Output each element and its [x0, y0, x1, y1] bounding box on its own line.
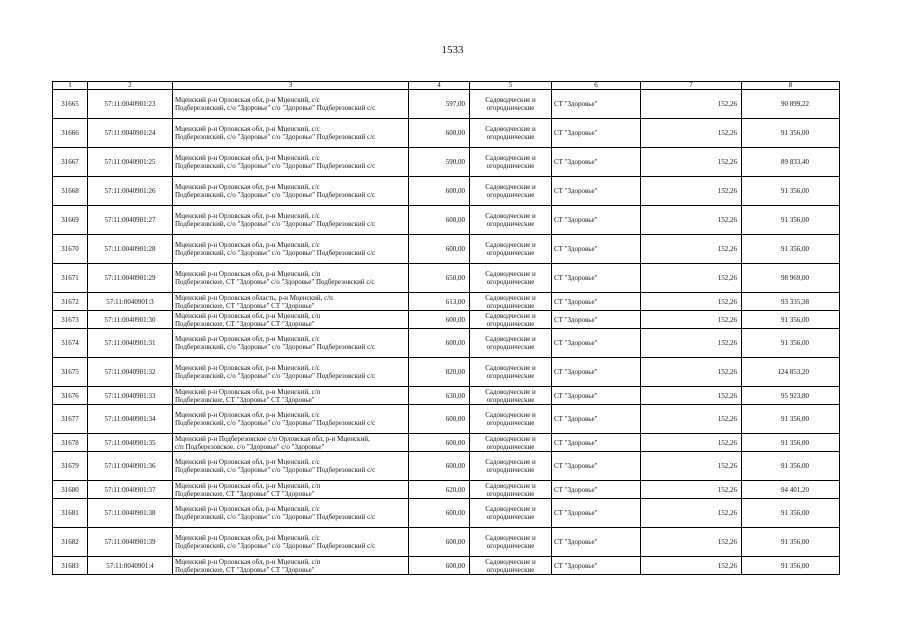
land-use-line: огороднические — [486, 343, 535, 351]
land-use-cell — [470, 311, 552, 329]
address-cell — [173, 528, 409, 557]
address-line: Подберезовский, с/о "Здоровье" с/о "Здоровье" Подберезовский с/с — [175, 513, 376, 521]
cadastral-number-cell: 57:11:0040901:25 — [88, 148, 173, 177]
row-number-cell: 31675 — [53, 358, 88, 387]
land-use-line: Садоводческие и — [485, 411, 536, 419]
land-use-line: Садоводческие и — [485, 335, 536, 343]
unit-price-cell: 152,26 — [641, 405, 742, 434]
address-cell — [173, 405, 409, 434]
column-header: 6 — [552, 82, 641, 90]
cadastral-number-cell: 57:11:0040901:32 — [88, 358, 173, 387]
table-row — [53, 90, 840, 119]
unit-price-cell: 152,26 — [641, 206, 742, 235]
cadastral-number-cell: 57:11:0040901:33 — [88, 387, 173, 405]
row-number-cell: 31676 — [53, 387, 88, 405]
address-line: Подберезовский, с/о "Здоровье" с/о "Здоровье" Подберезовский с/с — [175, 104, 376, 112]
unit-price-cell: 152,26 — [641, 311, 742, 329]
address-cell — [173, 499, 409, 528]
land-use-cell — [470, 387, 552, 405]
address-cell — [173, 557, 409, 575]
land-use-line: огороднические — [486, 372, 535, 380]
unit-price-cell: 152,26 — [641, 235, 742, 264]
land-use-cell — [470, 119, 552, 148]
area-cell: 600,00 — [409, 528, 470, 557]
address-line: Мценский р-н Орловская обл, р-н Мценский, с/с — [175, 364, 320, 372]
unit-price-cell: 152,26 — [641, 358, 742, 387]
land-use-line: огороднические — [486, 565, 535, 574]
address-cell — [173, 452, 409, 481]
table-row — [53, 358, 840, 387]
cadastral-value-cell: 89 833,40 — [742, 148, 840, 177]
column-header: 3 — [173, 82, 409, 90]
address-cell — [173, 311, 409, 329]
address-line: Подберезовский, с/о "Здоровье" с/о "Здоровье" Подберезовский с/с — [175, 372, 376, 380]
row-number-cell: 31680 — [53, 481, 88, 499]
land-use-line: Садоводческие и — [485, 183, 536, 191]
table-row — [53, 557, 840, 575]
unit-price-cell: 152,26 — [641, 452, 742, 481]
land-use-cell — [470, 206, 552, 235]
address-line: Подберезовский, с/о "Здоровье" с/о "Здоровье" Подберезовский с/с — [175, 466, 376, 474]
organization-cell: СТ "Здоровье" — [552, 206, 641, 235]
cadastral-value-cell: 91 356,00 — [742, 235, 840, 264]
cadastral-number-cell: 57:11:0040901:23 — [88, 90, 173, 119]
row-number-cell: 31669 — [53, 206, 88, 235]
organization-cell: СТ "Здоровье" — [552, 452, 641, 481]
row-number-cell: 31682 — [53, 528, 88, 557]
unit-price-cell: 152,26 — [641, 481, 742, 499]
organization-cell: СТ "Здоровье" — [552, 528, 641, 557]
area-cell: 600,00 — [409, 311, 470, 329]
address-line: Подберезовское, СТ "Здоровье" СТ "Здоровье" — [175, 489, 315, 498]
land-use-line: Садоводческие и — [485, 481, 536, 490]
address-line: Мценский р-н Орловская обл, р-н Мценский, с/п — [175, 311, 321, 320]
land-use-line: Садоводческие и — [485, 270, 536, 278]
cadastral-number-cell: 57:11:0040901:3 — [88, 293, 173, 311]
address-line: Мценский р-н Орловская обл, р-н Мценский, с/с — [175, 411, 320, 419]
land-use-line: Садоводческие и — [485, 311, 536, 320]
address-line: Мценский р-н Орловская обл, р-н Мценский, с/с — [175, 125, 320, 133]
area-cell: 600,00 — [409, 434, 470, 452]
land-use-line: огороднические — [486, 489, 535, 498]
land-use-cell — [470, 293, 552, 311]
organization-cell: СТ "Здоровье" — [552, 481, 641, 499]
organization-cell: СТ "Здоровье" — [552, 434, 641, 452]
cadastral-value-cell: 91 356,00 — [742, 329, 840, 358]
address-cell — [173, 329, 409, 358]
column-header: 7 — [641, 82, 742, 90]
organization-cell: СТ "Здоровье" — [552, 148, 641, 177]
address-line: Подберезовский, с/о "Здоровье" с/о "Здоровье" Подберезовский с/с — [175, 133, 376, 141]
cadastral-number-cell: 57:11:0040901:30 — [88, 311, 173, 329]
land-use-cell — [470, 452, 552, 481]
address-line: Мценский р-н Орловская обл, р-н Мценский, с/п — [175, 557, 321, 566]
land-use-line: огороднические — [486, 278, 535, 286]
land-registry-table — [52, 81, 840, 575]
land-use-line: огороднические — [486, 249, 535, 257]
area-cell: 620,00 — [409, 481, 470, 499]
organization-cell: СТ "Здоровье" — [552, 557, 641, 575]
land-use-line: огороднические — [486, 162, 535, 170]
organization-cell: СТ "Здоровье" — [552, 177, 641, 206]
address-line: Мценский р-н Орловская обл, р-н Мценский, с/с — [175, 335, 320, 343]
organization-cell: СТ "Здоровье" — [552, 311, 641, 329]
area-cell: 600,00 — [409, 329, 470, 358]
cadastral-value-cell: 91 356,00 — [742, 311, 840, 329]
table-row — [53, 405, 840, 434]
land-use-line: Садоводческие и — [485, 364, 536, 372]
row-number-cell: 31672 — [53, 293, 88, 311]
table-row — [53, 148, 840, 177]
address-line: Подберезовский, с/о "Здоровье" с/о "Здоровье" Подберезовский с/с — [175, 542, 376, 550]
cadastral-value-cell: 91 356,00 — [742, 119, 840, 148]
unit-price-cell: 152,26 — [641, 293, 742, 311]
cadastral-value-cell: 93 335,38 — [742, 293, 840, 311]
column-header: 2 — [88, 82, 173, 90]
address-line: Подберезовское, СТ "Здоровье" СТ "Здоровье" — [175, 395, 315, 404]
row-number-cell: 31674 — [53, 329, 88, 358]
address-line: Подберезовский, с/о "Здоровье" с/о "Здоровье" Подберезовский с/с — [175, 419, 376, 427]
address-cell — [173, 148, 409, 177]
table-row — [53, 452, 840, 481]
land-use-line: Садоводческие и — [485, 557, 536, 566]
cadastral-number-cell: 57:11:0040901:38 — [88, 499, 173, 528]
organization-cell: СТ "Здоровье" — [552, 264, 641, 293]
address-cell — [173, 434, 409, 452]
row-number-cell: 31681 — [53, 499, 88, 528]
address-cell — [173, 264, 409, 293]
table-row — [53, 311, 840, 329]
address-line: Подберезовское, СТ "Здоровье" СТ "Здоровье" — [175, 319, 315, 328]
land-use-line: огороднические — [486, 542, 535, 550]
table-row — [53, 177, 840, 206]
land-use-cell — [470, 481, 552, 499]
unit-price-cell: 152,26 — [641, 499, 742, 528]
unit-price-cell: 152,26 — [641, 528, 742, 557]
address-line: Подберезовский, с/о "Здоровье" с/о "Здоровье" Подберезовский с/с — [175, 220, 376, 228]
row-number-cell: 31683 — [53, 557, 88, 575]
land-use-line: Садоводческие и — [485, 505, 536, 513]
address-line: Мценский р-н Орловская обл, р-н Мценский, с/с — [175, 154, 320, 162]
address-line: Мценский р-н Орловская обл, р-н Мценский, с/п — [175, 481, 321, 490]
organization-cell: СТ "Здоровье" — [552, 387, 641, 405]
land-use-line: огороднические — [486, 220, 535, 228]
cadastral-number-cell: 57:11:0040901:39 — [88, 528, 173, 557]
cadastral-value-cell: 94 401,20 — [742, 481, 840, 499]
organization-cell: СТ "Здоровье" — [552, 329, 641, 358]
row-number-cell: 31666 — [53, 119, 88, 148]
land-use-line: Садоводческие и — [485, 96, 536, 104]
table-row — [53, 119, 840, 148]
address-line: Мценский р-н Орловская обл, р-н Мценский, с/с — [175, 212, 320, 220]
area-cell: 590,00 — [409, 148, 470, 177]
row-number-cell: 31665 — [53, 90, 88, 119]
address-cell — [173, 206, 409, 235]
land-use-cell — [470, 329, 552, 358]
land-use-line: огороднические — [486, 104, 535, 112]
cadastral-number-cell: 57:11:0040901:35 — [88, 434, 173, 452]
land-use-cell — [470, 264, 552, 293]
land-use-line: Садоводческие и — [485, 154, 536, 162]
cadastral-number-cell: 57:11:0040901:24 — [88, 119, 173, 148]
cadastral-number-cell: 57:11:0040901:34 — [88, 405, 173, 434]
address-cell — [173, 90, 409, 119]
area-cell: 613,00 — [409, 293, 470, 311]
area-cell: 597,00 — [409, 90, 470, 119]
cadastral-number-cell: 57:11:0040901:4 — [88, 557, 173, 575]
unit-price-cell: 152,26 — [641, 329, 742, 358]
column-header: 1 — [53, 82, 88, 90]
cadastral-value-cell: 91 356,00 — [742, 405, 840, 434]
address-cell — [173, 358, 409, 387]
row-number-cell: 31679 — [53, 452, 88, 481]
address-line: Подберезовское, СТ "Здоровье" СТ "Здоровье" — [175, 301, 315, 310]
address-cell — [173, 293, 409, 311]
row-number-cell: 31678 — [53, 434, 88, 452]
column-header: 5 — [470, 82, 552, 90]
land-use-line: огороднические — [486, 513, 535, 521]
area-cell: 600,00 — [409, 235, 470, 264]
unit-price-cell: 152,26 — [641, 148, 742, 177]
cadastral-number-cell: 57:11:0040901:37 — [88, 481, 173, 499]
address-cell — [173, 177, 409, 206]
area-cell: 650,00 — [409, 264, 470, 293]
cadastral-value-cell: 91 356,00 — [742, 528, 840, 557]
column-header: 4 — [409, 82, 470, 90]
area-cell: 600,00 — [409, 499, 470, 528]
cadastral-number-cell: 57:11:0040901:29 — [88, 264, 173, 293]
page-number: 1533 — [441, 44, 464, 56]
address-line: Подберезовский, с/о "Здоровье" с/о "Здоровье" Подберезовский с/с — [175, 343, 376, 351]
row-number-cell: 31677 — [53, 405, 88, 434]
table-body — [53, 90, 840, 575]
address-line: Подберезовский, с/о "Здоровье" с/о "Здоровье" Подберезовский с/с — [175, 162, 376, 170]
table-row — [53, 235, 840, 264]
address-line: Мценский р-н Орловская обл, р-н Мценский, с/с — [175, 96, 320, 104]
organization-cell: СТ "Здоровье" — [552, 358, 641, 387]
land-use-line: огороднические — [486, 395, 535, 404]
table-row — [53, 329, 840, 358]
land-use-line: Садоводческие и — [485, 293, 536, 302]
land-use-line: Садоводческие и — [485, 212, 536, 220]
address-line: Мценский р-н Орловская обл, р-н Мценский, с/п — [175, 270, 321, 278]
land-use-line: Садоводческие и — [485, 241, 536, 249]
row-number-cell: 31667 — [53, 148, 88, 177]
unit-price-cell: 152,26 — [641, 90, 742, 119]
unit-price-cell: 152,26 — [641, 119, 742, 148]
organization-cell: СТ "Здоровье" — [552, 90, 641, 119]
land-use-line: Садоводческие и — [485, 458, 536, 466]
address-line: Мценский р-н Орловская обл, р-н Мценский, с/с — [175, 458, 320, 466]
land-use-line: огороднические — [486, 191, 535, 199]
area-cell: 600,00 — [409, 206, 470, 235]
land-use-cell — [470, 148, 552, 177]
land-use-line: огороднические — [486, 442, 535, 451]
address-line: Мценский р-н Орловская обл, р-н Мценский, с/с — [175, 534, 320, 542]
address-line: Мценский р-н Орловская обл, р-н Мценский, с/с — [175, 183, 320, 191]
organization-cell: СТ "Здоровье" — [552, 499, 641, 528]
area-cell: 600,00 — [409, 177, 470, 206]
cadastral-value-cell: 91 356,00 — [742, 452, 840, 481]
area-cell: 600,00 — [409, 557, 470, 575]
area-cell: 630,00 — [409, 387, 470, 405]
address-line: Подберезовский, с/о "Здоровье" с/о "Здоровье" Подберезовский с/с — [175, 191, 376, 199]
organization-cell: СТ "Здоровье" — [552, 235, 641, 264]
land-use-line: огороднические — [486, 319, 535, 328]
land-use-line: огороднические — [486, 133, 535, 141]
row-number-cell: 31668 — [53, 177, 88, 206]
land-use-cell — [470, 528, 552, 557]
address-cell — [173, 387, 409, 405]
cadastral-number-cell: 57:11:0040901:31 — [88, 329, 173, 358]
cadastral-number-cell: 57:11:0040901:28 — [88, 235, 173, 264]
land-use-cell — [470, 434, 552, 452]
land-use-line: огороднические — [486, 301, 535, 310]
address-line: Подберезовский, с/о "Здоровье" с/о "Здоровье" Подберезовский с/с — [175, 249, 376, 257]
table-row — [53, 387, 840, 405]
row-number-cell: 31673 — [53, 311, 88, 329]
land-use-line: Садоводческие и — [485, 387, 536, 396]
cadastral-value-cell: 95 923,80 — [742, 387, 840, 405]
cadastral-value-cell: 91 356,00 — [742, 557, 840, 575]
column-header-row — [53, 82, 840, 90]
table-row — [53, 481, 840, 499]
table-row — [53, 293, 840, 311]
area-cell: 600,00 — [409, 119, 470, 148]
cadastral-value-cell: 91 356,00 — [742, 434, 840, 452]
land-use-cell — [470, 177, 552, 206]
address-line: с/п Подберезовское, с/о "Здоровье" с/о "Здоровье" — [175, 442, 325, 451]
land-use-cell — [470, 90, 552, 119]
table-row — [53, 264, 840, 293]
land-use-cell — [470, 358, 552, 387]
land-use-line: огороднические — [486, 419, 535, 427]
land-use-line: Садоводческие и — [485, 434, 536, 443]
land-use-line: Садоводческие и — [485, 534, 536, 542]
address-cell — [173, 119, 409, 148]
table-row — [53, 206, 840, 235]
area-cell: 820,00 — [409, 358, 470, 387]
cadastral-value-cell: 91 356,00 — [742, 206, 840, 235]
address-line: Мценский р-н Орловская обл, р-н Мценский, с/п — [175, 387, 321, 396]
unit-price-cell: 152,26 — [641, 264, 742, 293]
cadastral-number-cell: 57:11:0040901:27 — [88, 206, 173, 235]
cadastral-number-cell: 57:11:0040901:36 — [88, 452, 173, 481]
address-line: Мценский р-н Орловская область, р-н Мценский, с/п — [175, 293, 333, 302]
table-row — [53, 499, 840, 528]
address-line: Мценский р-н Подберезовское с/п Орловская обл, р-н Мценский, — [175, 434, 370, 443]
address-line: Мценский р-н Орловская обл, р-н Мценский, с/с — [175, 505, 320, 513]
address-line: Подберезовское, СТ "Здоровье" с/о "Здоровье" Подберезовский с/с — [175, 278, 375, 286]
cadastral-value-cell: 124 853,20 — [742, 358, 840, 387]
land-use-cell — [470, 499, 552, 528]
cadastral-value-cell: 98 969,00 — [742, 264, 840, 293]
table-row — [53, 528, 840, 557]
table-row — [53, 434, 840, 452]
land-use-line: Садоводческие и — [485, 125, 536, 133]
cadastral-number-cell: 57:11:0040901:26 — [88, 177, 173, 206]
area-cell: 600,00 — [409, 452, 470, 481]
address-line: Мценский р-н Орловская обл, р-н Мценский, с/с — [175, 241, 320, 249]
column-header: 8 — [742, 82, 840, 90]
unit-price-cell: 152,26 — [641, 434, 742, 452]
row-number-cell: 31671 — [53, 264, 88, 293]
cadastral-value-cell: 91 356,00 — [742, 177, 840, 206]
area-cell: 600,00 — [409, 405, 470, 434]
cadastral-value-cell: 90 899,22 — [742, 90, 840, 119]
unit-price-cell: 152,26 — [641, 177, 742, 206]
unit-price-cell: 152,26 — [641, 557, 742, 575]
address-cell — [173, 235, 409, 264]
organization-cell: СТ "Здоровье" — [552, 119, 641, 148]
land-use-cell — [470, 557, 552, 575]
organization-cell: СТ "Здоровье" — [552, 293, 641, 311]
land-use-line: огороднические — [486, 466, 535, 474]
address-cell — [173, 481, 409, 499]
land-use-cell — [470, 405, 552, 434]
row-number-cell: 31670 — [53, 235, 88, 264]
land-use-cell — [470, 235, 552, 264]
organization-cell: СТ "Здоровье" — [552, 405, 641, 434]
unit-price-cell: 152,26 — [641, 387, 742, 405]
address-line: Подберезовское, СТ "Здоровье" СТ "Здоровье" — [175, 565, 315, 574]
cadastral-value-cell: 91 356,00 — [742, 499, 840, 528]
